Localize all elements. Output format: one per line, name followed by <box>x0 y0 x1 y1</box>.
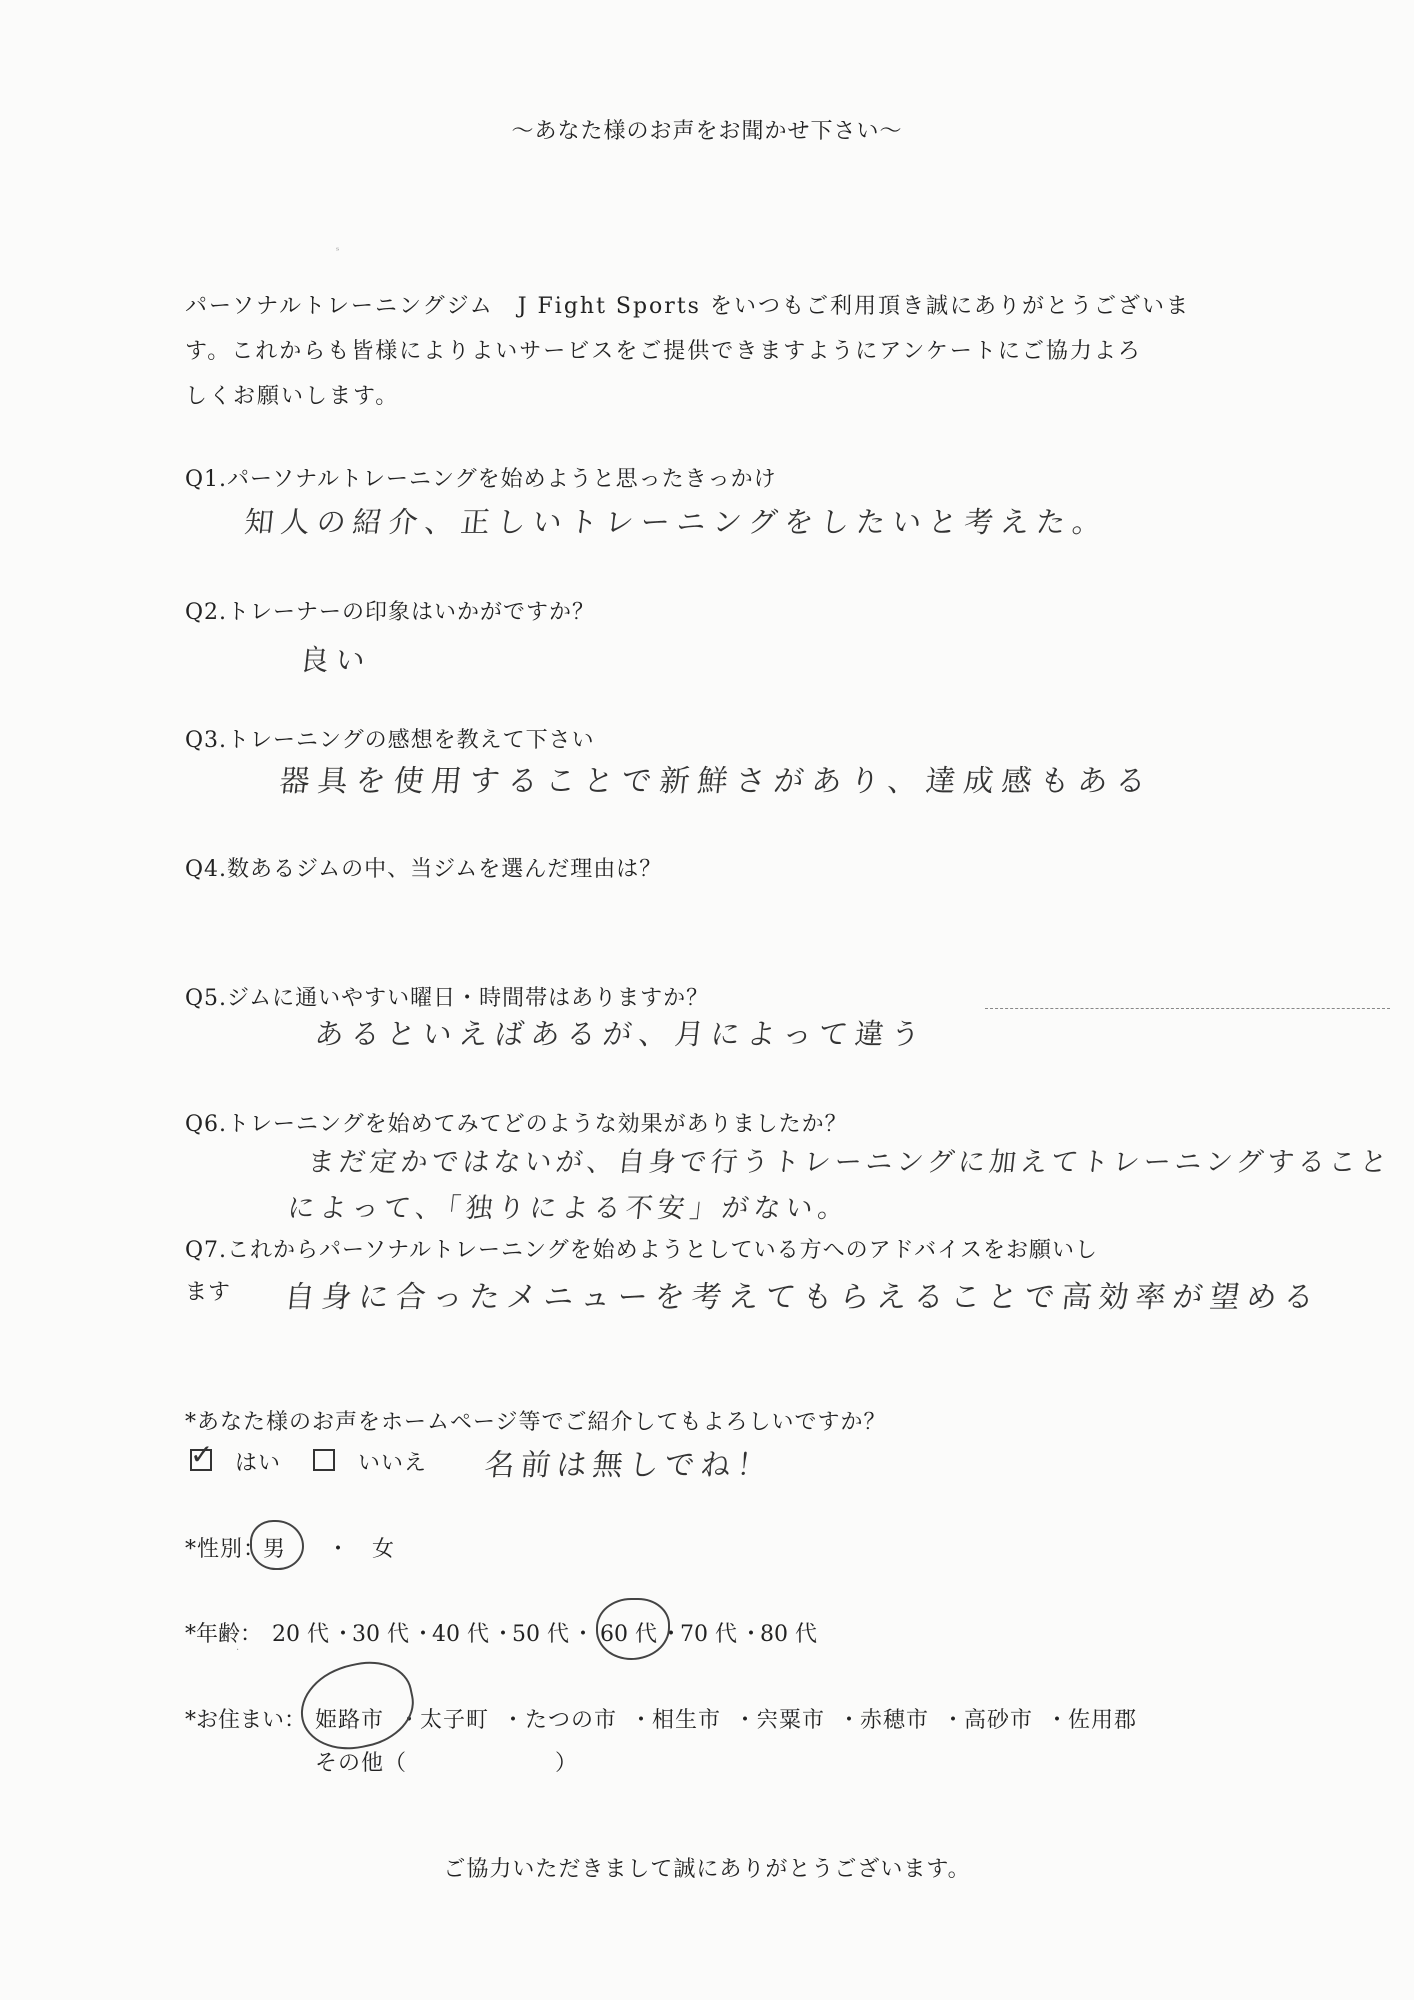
separator: ・ <box>942 1708 966 1733</box>
separator: ・ <box>838 1708 862 1733</box>
separator: ・ <box>398 1708 422 1733</box>
question-3-label: Q3.トレーニングの感想を教えて下さい <box>185 728 595 753</box>
age-option[interactable]: 20 代 <box>272 1622 329 1647</box>
selection-circle <box>250 1520 304 1570</box>
age-label: *年齢： <box>185 1622 263 1647</box>
intro-line: パーソナルトレーニングジム J Fight Sports をいつもご利用頂き誠にありがとうございま <box>185 294 1190 319</box>
separator: ・ <box>332 1622 356 1647</box>
residence-option[interactable]: たつの市 <box>525 1708 618 1733</box>
residence-option[interactable]: 高砂市 <box>964 1708 1034 1733</box>
residence-other-close: ） <box>555 1751 579 1776</box>
question-6-answer-line2[interactable]: によって、「独りによる不安」がない。 <box>286 1193 852 1224</box>
scan-speck: · <box>236 1645 240 1656</box>
residence-option[interactable]: 太子町 <box>420 1708 490 1733</box>
separator: ・ <box>412 1622 436 1647</box>
question-1-label: Q1.パーソナルトレーニングを始めようと思ったきっかけ <box>185 467 777 492</box>
question-3-answer[interactable]: 器具を使用することで新鮮さがあり、達成感もある <box>277 764 1156 799</box>
residence-option[interactable]: 宍粟市 <box>756 1708 826 1733</box>
question-5-label: Q5.ジムに通いやすい曜日・時間帯はありますか？ <box>185 986 710 1011</box>
age-option[interactable]: 80 代 <box>760 1622 817 1647</box>
intro-line: しくお願いします。 <box>185 384 400 409</box>
separator: ・ <box>734 1708 758 1733</box>
consent-no-checkbox[interactable] <box>313 1449 335 1471</box>
consent-no-label: いいえ <box>358 1451 428 1476</box>
consent-question: *あなた様のお声をホームページ等でご紹介してもよろしいですか？ <box>185 1410 887 1435</box>
question-2-answer[interactable]: 良い <box>298 643 374 677</box>
residence-option[interactable]: 相生市 <box>652 1708 722 1733</box>
footer-thanks: ご協力いただきまして誠にありがとうございます。 <box>443 1857 971 1882</box>
question-1-answer[interactable]: 知人の紹介、正しいトレーニングをしたいと考えた。 <box>243 505 1111 539</box>
residence-option[interactable]: 赤穂市 <box>860 1708 930 1733</box>
gender-label: *性別： <box>185 1537 267 1562</box>
question-7-label-line2: ます <box>185 1280 232 1305</box>
question-2-label: Q2.トレーナーの印象はいかがですか？ <box>185 600 596 625</box>
separator: ・ <box>327 1537 351 1562</box>
age-option[interactable]: 50 代 <box>512 1622 569 1647</box>
gender-option-female[interactable]: 女 <box>372 1537 396 1562</box>
separator: ・ <box>660 1622 684 1647</box>
age-option[interactable]: 70 代 <box>680 1622 737 1647</box>
page-title: 〜あなた様のお声をお聞かせ下さい〜 <box>511 119 903 144</box>
question-7-answer[interactable]: 自身に合ったメニューを考えてもらえることで高効率が望める <box>282 1280 1323 1315</box>
residence-option[interactable]: 佐用郡 <box>1068 1708 1138 1733</box>
intro-paragraph <box>185 284 1215 419</box>
question-6-answer-line1[interactable]: まだ定かではないが、自身で行うトレーニングに加えてトレーニングすること <box>306 1147 1393 1178</box>
residence-other-label: その他（ <box>315 1751 408 1776</box>
scan-speck: ˢ <box>336 246 340 257</box>
question-7-label-line1: Q7.これからパーソナルトレーニングを始めようとしている方へのアドバイスをお願いし <box>185 1238 1098 1263</box>
age-option[interactable]: 40 代 <box>432 1622 489 1647</box>
age-option-selected[interactable]: 60 代 <box>600 1622 657 1647</box>
selection-circle <box>596 1598 670 1660</box>
gender-option-male[interactable]: 男 <box>263 1537 287 1562</box>
question-5-answer[interactable]: あるといえばあるが、月によって違う <box>313 1017 929 1051</box>
separator: ・ <box>572 1622 596 1647</box>
residence-label: *お住まい： <box>185 1708 307 1733</box>
separator: ・ <box>502 1708 526 1733</box>
question-4-label: Q4.数あるジムの中、当ジムを選んだ理由は？ <box>185 857 663 882</box>
consent-note[interactable]: 名前は無しでね！ <box>482 1448 775 1483</box>
intro-line: す。これからも皆様によりよいサービスをご提供できますようにアンケートにご協力よろ <box>185 339 1142 364</box>
dashed-line <box>985 1008 1390 1009</box>
question-6-label: Q6.トレーニングを始めてみてどのような効果がありましたか？ <box>185 1112 848 1137</box>
separator: ・ <box>740 1622 764 1647</box>
age-option[interactable]: 30 代 <box>352 1622 409 1647</box>
separator: ・ <box>492 1622 516 1647</box>
residence-option-selected[interactable]: 姫路市 <box>315 1708 385 1733</box>
checkmark-icon: ✓ <box>190 1438 214 1471</box>
selection-circle <box>293 1653 422 1759</box>
separator: ・ <box>1046 1708 1070 1733</box>
separator: ・ <box>630 1708 654 1733</box>
consent-yes-label: はい <box>235 1451 282 1476</box>
